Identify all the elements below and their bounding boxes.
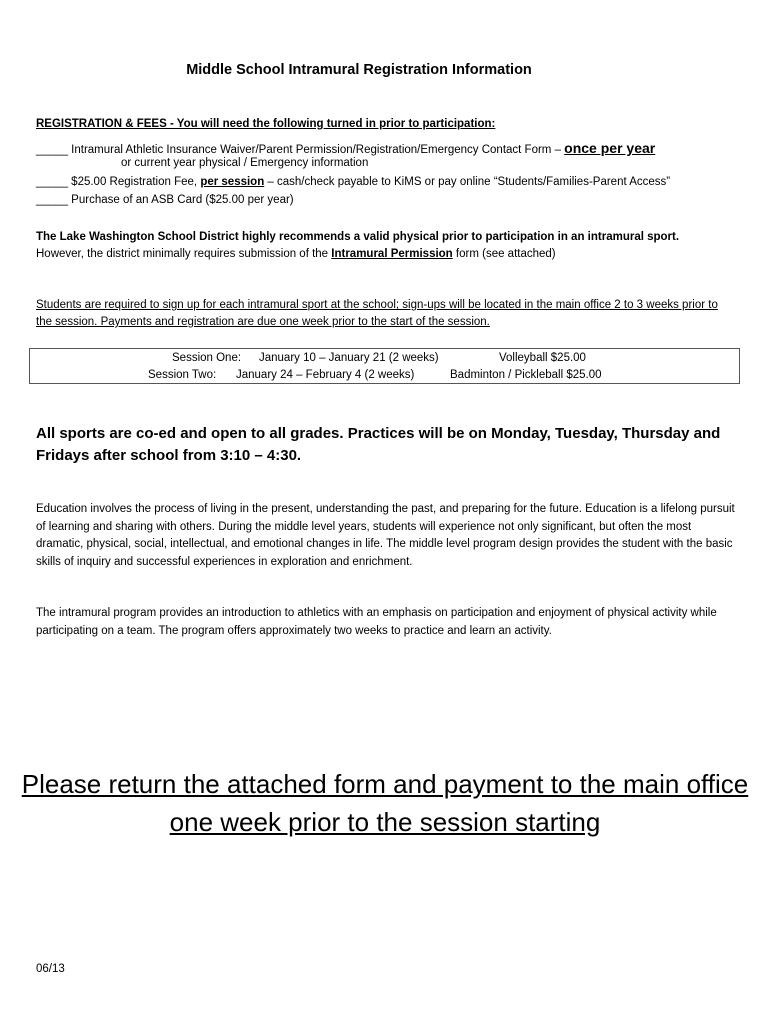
education-paragraph: Education involves the process of living in the present, understanding the past, and preparing for the future. Education is a lifelong pursuit of learning and sharing with others. During the middle level years, students will experience not only significant, but often the most dramatic, physical, social, intellectual, and emotional changes in life. The middle level program design provides the student with the basic skills of inquiry and successful experiences in exploration and enrichment. [36, 503, 735, 568]
session-one-sport: Volleyball $25.00 [499, 352, 586, 364]
session-one-label: Session One: [172, 352, 242, 364]
registration-heading: REGISTRATION & FEES - You will need the following turned in prior to participation: [36, 118, 496, 130]
session-one-dates: January 10 – January 21 (2 weeks) [259, 352, 439, 364]
requirement-waiver-continuation: or current year physical / Emergency information [121, 157, 369, 169]
session-two-sport: Badminton / Pickleball $25.00 [450, 369, 602, 381]
district-requirement-suffix: form (see attached) [452, 248, 556, 260]
session-two-dates: January 24 – February 4 (2 weeks) [236, 369, 415, 381]
session-schedule-box [29, 348, 740, 384]
district-recommendation: The Lake Washington School District highly recommends a valid physical prior to participation in an intramural sport. [36, 231, 680, 243]
district-requirement-text: However, the district minimally requires submission of the [36, 248, 332, 260]
footer-date: 06/13 [36, 963, 65, 975]
signup-note: Students are required to sign up for each intramural sport at the school; sign-ups will be located in the main office 2 to 3 weeks prior to the session. Payments and registration are due one week prior to the start of the session. [36, 299, 718, 328]
per-session-emphasis: per session [200, 176, 265, 188]
requirement-fee-text: _____ $25.00 Registration Fee, [36, 176, 201, 188]
requirement-waiver-text: _____ Intramural Athletic Insurance Waiver/Parent Permission/Registration/Emergency Contact Form – [36, 144, 565, 156]
requirement-fee [36, 176, 670, 188]
sports-practice-note: All sports are co-ed and open to all grades. Practices will be on Monday, Tuesday, Thursday and Fridays after school from 3:10 – 4:30. [36, 425, 721, 464]
district-note [36, 229, 736, 263]
session-two-label: Session Two: [148, 369, 217, 381]
requirement-fee-payment: – cash/check payable to KiMS or pay online “Students/Families-Parent Access” [264, 176, 671, 188]
requirement-waiver [36, 140, 655, 156]
return-form-notice: Please return the attached form and payment to the main office one week prior to the session starting [21, 769, 749, 837]
intramural-program-paragraph: The intramural program provides an introduction to athletics with an emphasis on participation and enjoyment of physical activity while participating on a team. The program offers approximately two weeks to practice and learn an activity. [36, 607, 717, 637]
once-per-year-emphasis: once per year [564, 140, 656, 156]
document-title: Middle School Intramural Registration Information [186, 62, 532, 78]
intramural-permission-reference: Intramural Permission [331, 248, 453, 260]
requirement-asb-card: _____ Purchase of an ASB Card ($25.00 per year) [36, 194, 294, 206]
